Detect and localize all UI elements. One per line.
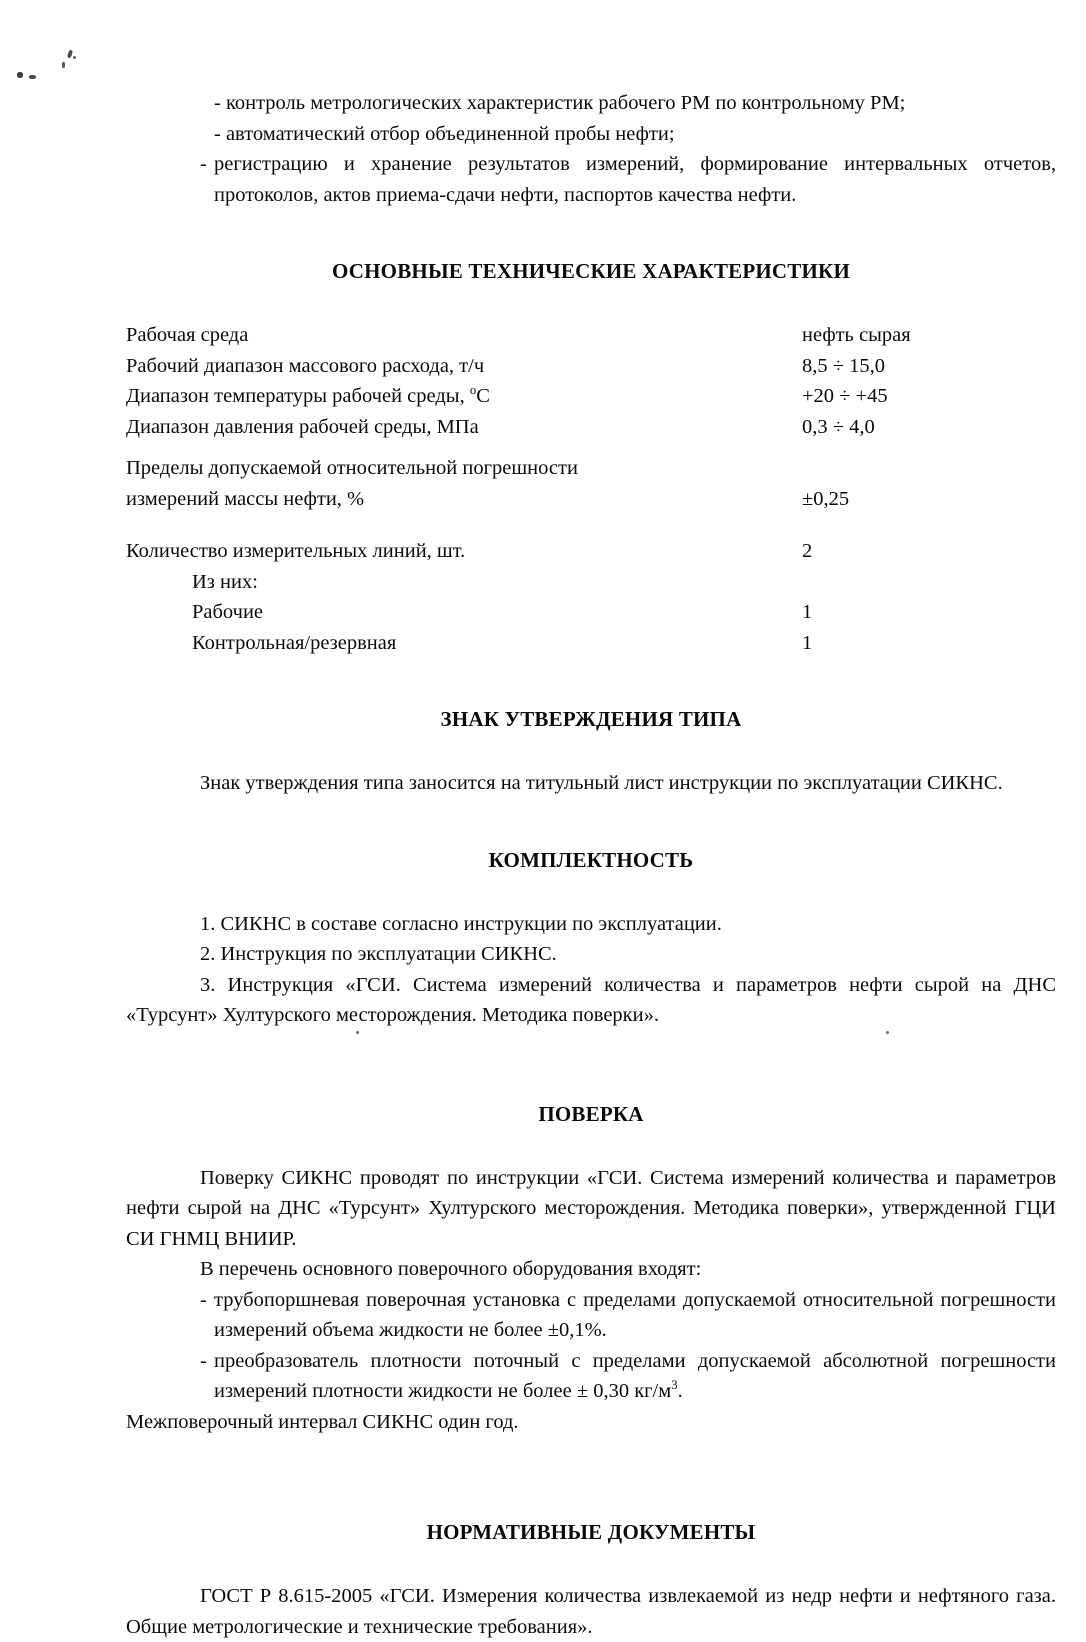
equipment-item-2: [126, 1346, 1056, 1407]
spec-value: +20 ÷ +45: [802, 385, 888, 407]
intro-bullet-2: [126, 119, 1056, 150]
spec-label: Из них:: [192, 570, 258, 593]
spec-value: 1: [802, 631, 813, 654]
spec-value: 2: [802, 540, 813, 562]
intro-bullet-3-text: регистрацию и хранение результатов измерений, формирование интервальных отчетов, протоколов, актов приема-сдачи нефти, паспортов качества нефти.: [214, 153, 1056, 206]
intro-bullet-1-text: - контроль метрологических характеристик рабочего РМ по контрольному РМ;: [214, 92, 906, 114]
spec-value-empty: [802, 567, 1056, 598]
cube-superscript: 3: [671, 1378, 678, 1393]
spec-label: измерений массы нефти, %: [126, 487, 365, 510]
table-row: [126, 484, 1056, 515]
spacer-row: [126, 442, 1056, 453]
equipment-item-1-text: трубопоршневая поверочная установка с пределами допускаемой относительной погрешности измерений объема жидкости не более ±0,1%.: [214, 1288, 1056, 1341]
equipment-intro: В перечень основного поверочного оборудования входят:: [200, 1258, 702, 1280]
intro-bullet-3: [126, 149, 1056, 210]
table-row: [126, 453, 1056, 484]
page-content: [126, 0, 1056, 1642]
equipment-item-1: [126, 1285, 1056, 1346]
spec-value-empty: [802, 453, 1056, 484]
spec-value: нефть сырая: [802, 324, 911, 346]
specs-table: [126, 320, 1056, 658]
table-row: [126, 412, 1056, 443]
spec-label: Диапазон давления рабочей среды, МПа: [126, 415, 479, 438]
spec-label: Рабочие: [192, 601, 264, 623]
completeness-heading: КОМПЛЕКТНОСТЬ: [488, 847, 694, 872]
table-row: [126, 320, 1056, 351]
dash-marker-icon: -: [200, 1349, 207, 1372]
normative-paragraph: ГОСТ Р 8.615-2005 «ГСИ. Измерения количества извлекаемой из недр нефти и нефтяного газа. Общие метрологические и технические требования».: [126, 1585, 1056, 1638]
normative-section: [126, 1517, 1056, 1642]
table-row: [126, 351, 1056, 382]
spec-label: Рабочий диапазон массового расхода, т/ч: [126, 354, 485, 377]
spec-value: ±0,25: [802, 487, 850, 510]
verification-section: [126, 1099, 1056, 1438]
verification-heading: ПОВЕРКА: [538, 1101, 644, 1126]
completeness-item-3: 3. Инструкция «ГСИ. Система измерений количества и параметров нефти сырой на ДНС «Турсунт» Хултурского месторождения. Методика поверки».: [126, 973, 1056, 1026]
equipment-item-2-text-pre: преобразователь плотности поточный с пределами допускаемой абсолютной погрешности измерений плотности жидкости не более ± 0,30 кг/м: [214, 1349, 1056, 1402]
spec-label: Рабочая среда: [126, 324, 249, 346]
scan-speck-icon: [73, 56, 76, 59]
spec-label-pre: Диапазон температуры рабочей среды,: [126, 385, 470, 407]
type-mark-heading: ЗНАК УТВЕРЖДЕНИЯ ТИПА: [440, 707, 742, 731]
completeness-item-2: 2. Инструкция по эксплуатации СИКНС.: [200, 943, 557, 965]
dash-marker-icon: -: [200, 1288, 207, 1311]
equipment-item-2-text-post: .: [677, 1380, 683, 1402]
spec-value: 1: [802, 601, 813, 623]
verification-interval: Межповерочный интервал СИКНС один год.: [126, 1410, 519, 1433]
scan-speck-icon: [62, 62, 65, 68]
spec-label: Контрольная/резервная: [192, 631, 397, 654]
table-row: [126, 536, 1056, 567]
specs-heading: ОСНОВНЫЕ ТЕХНИЧЕСКИЕ ХАРАКТЕРИСТИКИ: [331, 259, 850, 283]
spec-label: Пределы допускаемой относительной погрешности: [126, 457, 578, 479]
spec-label: Количество измерительных линий, шт.: [126, 540, 466, 562]
dash-marker-icon: -: [200, 153, 207, 175]
spec-value: 0,3 ÷ 4,0: [802, 415, 875, 438]
verification-paragraph: Поверку СИКНС проводят по инструкции «ГСИ. Система измерений количества и параметров нефти сырой на ДНС «Турсунт» Хултурского месторождения. Методика поверки», утвержденной ГЦИ СИ ГНМЦ ВНИИР.: [126, 1166, 1056, 1250]
table-row: [126, 628, 1056, 659]
spacer-row: [126, 514, 1056, 536]
scan-speck-icon: [29, 75, 36, 79]
intro-bullet-1: [126, 88, 1056, 119]
normative-heading: НОРМАТИВНЫЕ ДОКУМЕНТЫ: [426, 1520, 756, 1544]
completeness-item-1: 1. СИКНС в составе согласно инструкции по эксплуатации.: [200, 912, 722, 935]
completeness-section: [126, 845, 1056, 1031]
table-row: [126, 597, 1056, 628]
spec-label-post: С: [476, 385, 490, 407]
table-row: [126, 567, 1056, 598]
spec-label: [126, 381, 802, 412]
spec-value: 8,5 ÷ 15,0: [802, 354, 886, 377]
scan-speck-icon: [17, 72, 23, 78]
type-mark-section: [126, 704, 1056, 799]
intro-section: [126, 88, 1056, 210]
type-mark-paragraph: Знак утверждения типа заносится на титульный лист инструкции по эксплуатации СИКНС.: [200, 772, 1003, 794]
intro-bullet-2-text: - автоматический отбор объединенной пробы нефти;: [214, 122, 675, 145]
degree-superscript: o: [469, 383, 477, 398]
table-row: [126, 381, 1056, 412]
specs-section: [126, 256, 1056, 658]
